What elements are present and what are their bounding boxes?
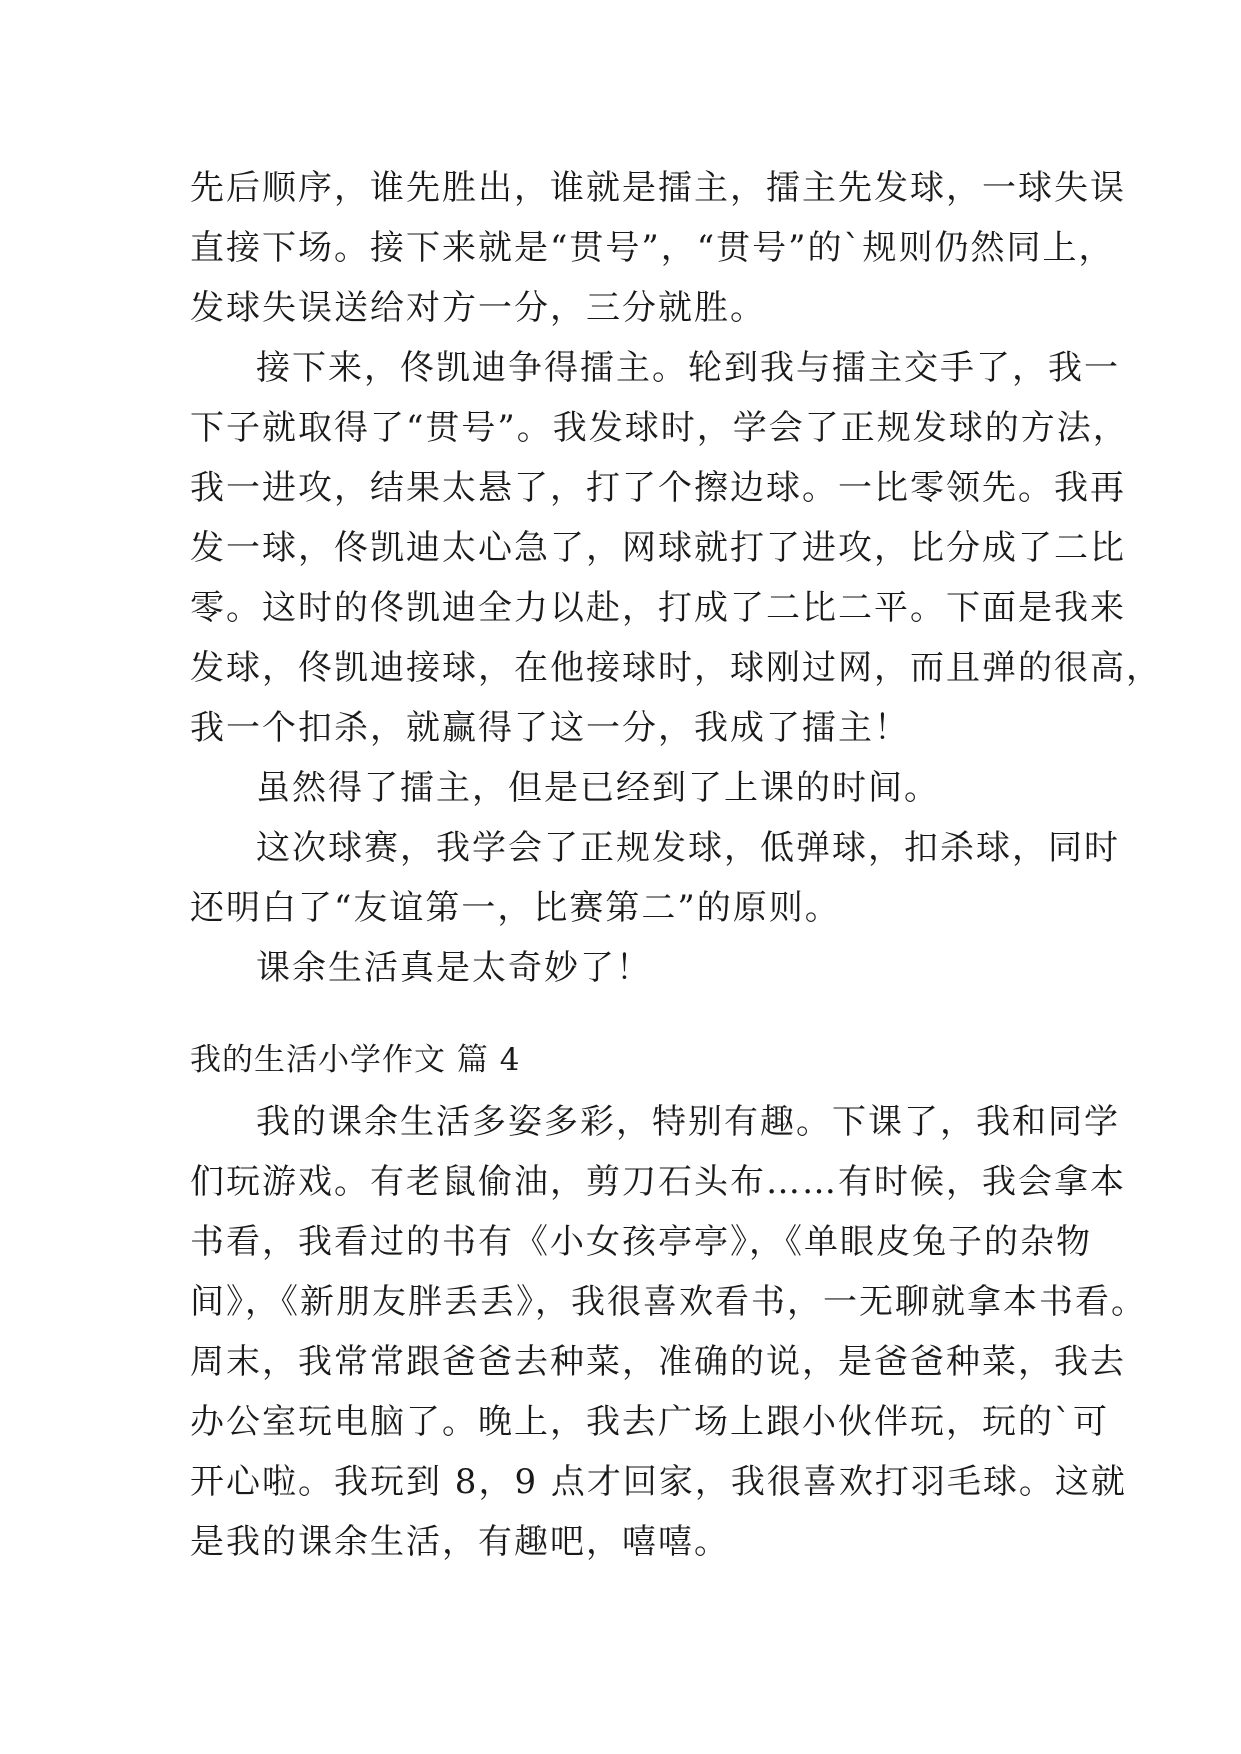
paragraph-line: 接下来，佟凯迪争得擂主。轮到我与擂主交手了，我一 bbox=[256, 348, 1120, 388]
section-heading: 我的生活小学作文 篇 4 bbox=[190, 1042, 521, 1078]
paragraph-line: 我的课余生活多姿多彩，特别有趣。下课了，我和同学 bbox=[256, 1102, 1120, 1142]
paragraph-line: 下子就取得了“贯号”。我发球时，学会了正规发球的方法， bbox=[190, 408, 1129, 448]
paragraph-line: 周末，我常常跟爸爸去种菜，准确的说，是爸爸种菜，我去 bbox=[190, 1342, 1126, 1382]
paragraph-line: 开心啦。我玩到 8，9 点才回家，我很喜欢打羽毛球。这就 bbox=[190, 1462, 1127, 1502]
paragraph-line: 办公室玩电脑了。晚上，我去广场上跟小伙伴玩，玩的`可 bbox=[190, 1402, 1109, 1442]
paragraph-line: 发球失误送给对方一分，三分就胜。 bbox=[190, 288, 766, 328]
paragraph-line: 课余生活真是太奇妙了！ bbox=[256, 948, 652, 988]
paragraph-line: 零。这时的佟凯迪全力以赴，打成了二比二平。下面是我来 bbox=[190, 588, 1126, 628]
paragraph-line: 书看，我看过的书有《小女孩亭亭》，《单眼皮兔子的杂物 bbox=[190, 1222, 1092, 1262]
paragraph-line: 们玩游戏。有老鼠偷油，剪刀石头布……有时候，我会拿本 bbox=[190, 1162, 1126, 1202]
paragraph-line: 间》，《新朋友胖丢丢》，我很喜欢看书，一无聊就拿本书看。 bbox=[190, 1282, 1147, 1322]
paragraph-line: 我一进攻，结果太悬了，打了个擦边球。一比零领先。我再 bbox=[190, 468, 1126, 508]
paragraph-line: 还明白了“友谊第一，比赛第二”的原则。 bbox=[190, 888, 841, 928]
paragraph-line: 是我的课余生活，有趣吧，嘻嘻。 bbox=[190, 1522, 730, 1562]
paragraph-line: 发一球，佟凯迪太心急了，网球就打了进攻，比分成了二比 bbox=[190, 528, 1126, 568]
paragraph-line: 发球，佟凯迪接球，在他接球时，球刚过网，而且弹的很高， bbox=[190, 648, 1162, 688]
paragraph-line: 这次球赛，我学会了正规发球，低弹球，扣杀球，同时 bbox=[256, 828, 1120, 868]
paragraph-line: 我一个扣杀，就赢得了这一分，我成了擂主！ bbox=[190, 708, 910, 748]
paragraph-line: 先后顺序，谁先胜出，谁就是擂主，擂主先发球，一球失误 bbox=[190, 168, 1126, 208]
paragraph-line: 虽然得了擂主，但是已经到了上课的时间。 bbox=[256, 768, 940, 808]
paragraph-line: 直接下场。接下来就是“贯号”，“贯号”的`规则仍然同上， bbox=[190, 228, 1115, 268]
